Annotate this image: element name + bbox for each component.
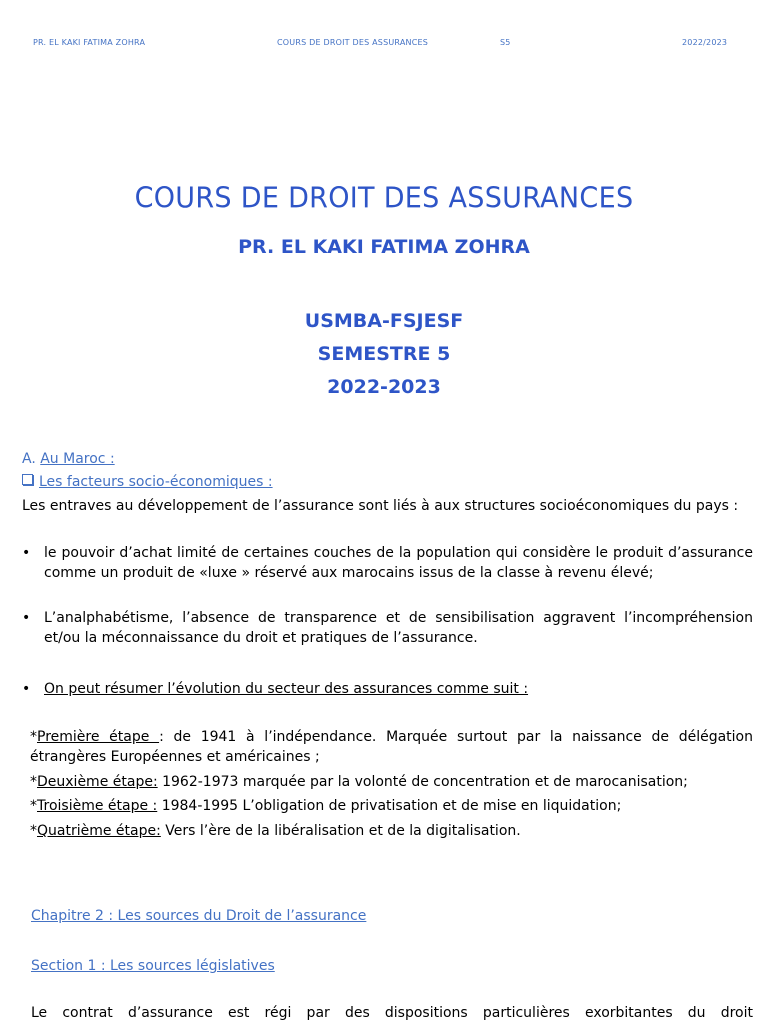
step-1 [30, 727, 753, 767]
document-title: COURS DE DROIT DES ASSURANCES [134, 182, 634, 215]
bullet-dot-icon: • [22, 610, 31, 626]
step-4 [30, 821, 753, 841]
header-author: PR. EL KAKI FATIMA ZOHRA [33, 38, 146, 47]
bullet-text: L’analphabétisme, l’absence de transparence et de sensibilisation aggravent l’incompréhension et/ou la méconnaissance du droit et pratiques de l’assurance. [44, 610, 753, 646]
title-author: PR. EL KAKI FATIMA ZOHRA [238, 236, 530, 258]
step-3 [30, 796, 753, 816]
list-item [22, 543, 753, 583]
header-semester: S5 [500, 38, 511, 47]
section-heading [31, 956, 762, 976]
step-text: Vers l’ère de la libéralisation et de la digitalisation. [160, 823, 521, 839]
step-text: : de 1941 à l’indépendance. Marquée surtout par la naissance de délégation étrangères Européennes et américaines ; [30, 729, 753, 765]
bullet-dot-icon: • [22, 545, 31, 561]
intro-paragraph: Les entraves au développement de l’assurance sont liés à aux structures socioéconomiques du pays : [22, 498, 739, 514]
header-year: 2022/2023 [682, 38, 728, 47]
section-a-prefix: A. [22, 451, 36, 467]
title-year: 2022-2023 [327, 376, 441, 398]
evolution-heading: On peut résumer l’évolution du secteur des assurances comme suit : [44, 681, 529, 697]
title-semester: SEMESTRE 5 [317, 343, 451, 365]
step-star: * [30, 774, 37, 790]
step-star: * [30, 823, 37, 839]
subsection-heading [22, 472, 753, 492]
step-text: 1984-1995 L’obligation de privatisation et de mise en liquidation; [157, 798, 622, 814]
title-university: USMBA-FSJESF [304, 310, 464, 332]
header-course: COURS DE DROIT DES ASSURANCES [277, 38, 429, 47]
list-item [22, 608, 753, 648]
last-paragraph: Le contrat d’assurance est régi par des dispositions particulières exorbitantes du droit [31, 1005, 753, 1021]
bullet-dot-icon: • [22, 681, 31, 697]
step-label: Troisième étape : [37, 798, 158, 814]
section-title: Section 1 : Les sources législatives [31, 958, 275, 974]
step-label: Première étape [37, 729, 160, 745]
bullet-text: le pouvoir d’achat limité de certaines couches de la population qui considère le produit d’assurance comme un produit de «luxe » réservé aux marocains issus de la classe à revenu élevé; [44, 545, 753, 581]
section-a-title: Au Maroc : [40, 451, 115, 467]
chapter-title: Chapitre 2 : Les sources du Droit de l’assurance [31, 908, 367, 924]
step-2 [30, 772, 753, 792]
list-item [22, 679, 753, 699]
checkbox-bullet-icon [22, 474, 33, 485]
step-label: Quatrième étape: [37, 823, 161, 839]
step-text: 1962-1973 marquée par la volonté de concentration et de marocanisation; [157, 774, 688, 790]
step-star: * [30, 729, 37, 745]
step-label: Deuxième étape: [37, 774, 158, 790]
step-star: * [30, 798, 37, 814]
subsection-title: Les facteurs socio-économiques : [39, 474, 273, 490]
section-a-heading [22, 449, 753, 469]
chapter-heading [31, 906, 762, 926]
